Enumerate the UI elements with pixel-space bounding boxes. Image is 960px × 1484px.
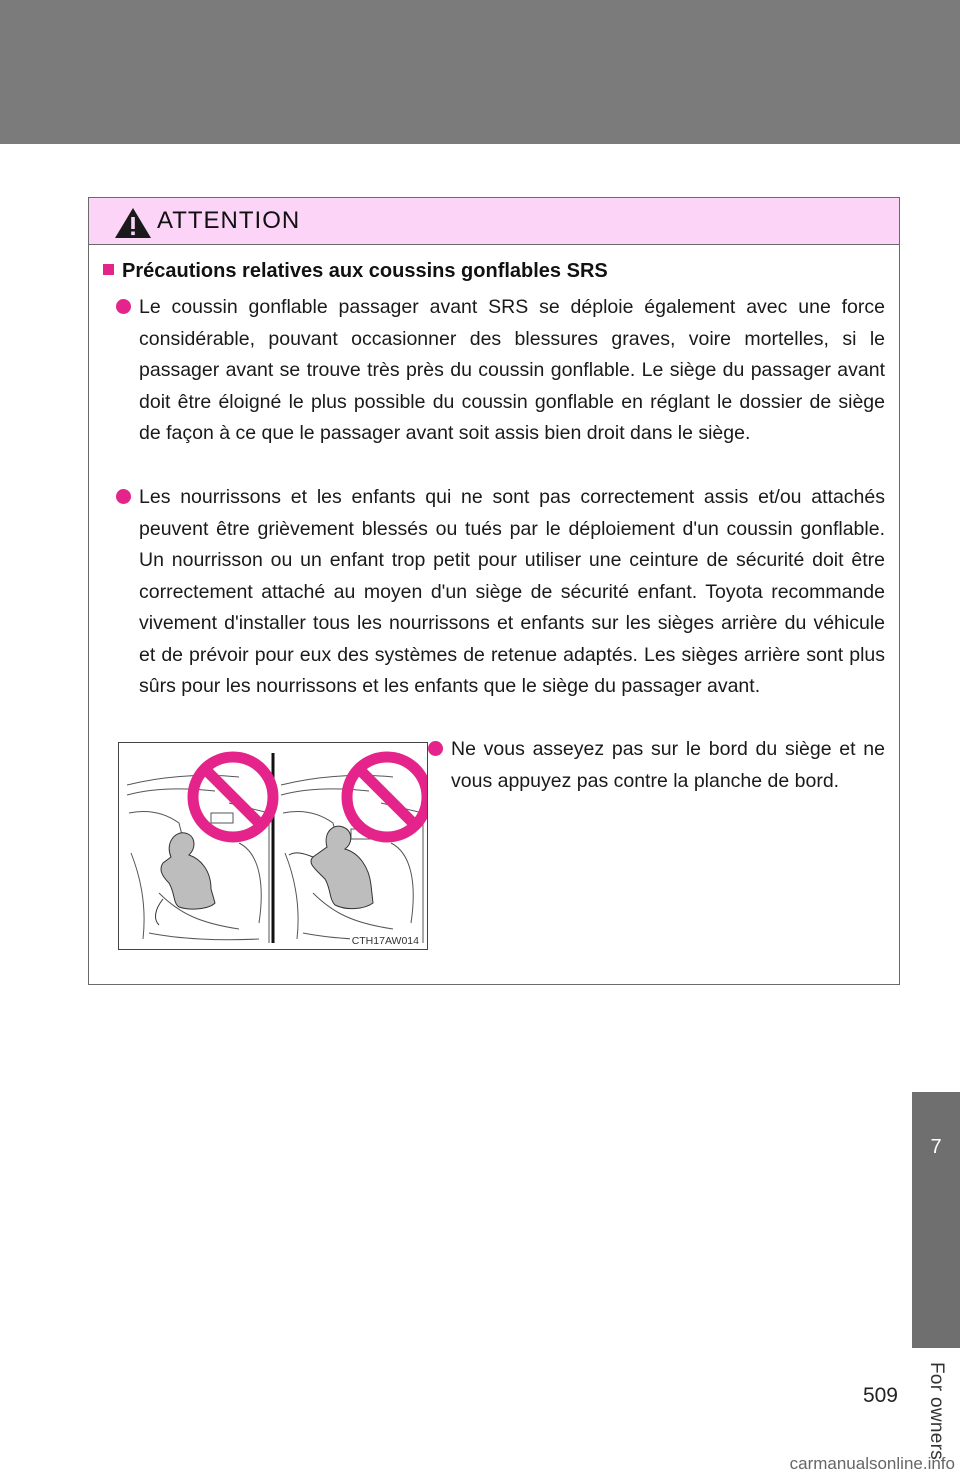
section-title-text: Précautions relatives aux coussins gonflables SRS	[122, 260, 608, 282]
chapter-label	[912, 1356, 960, 1466]
bullet-front-airbag	[117, 292, 885, 450]
illustration-code: CTH17AW014	[351, 935, 419, 947]
bullet-dot-icon	[116, 489, 131, 504]
bullet-seat-edge	[429, 734, 885, 797]
chapter-label-text: For owners	[926, 1361, 947, 1461]
bullet-children	[117, 482, 885, 703]
bullet-text: Les nourrissons et les enfants qui ne sont pas correctement assis et/ou attachés peuvent être grièvement blessés ou tués par le déploiement d'un coussin gonflable. Un nourrisson ou un enfant trop petit pour utiliser une ceinture de sécurité doit être correctement attaché au moyen d'un siège de sécurité enfant. Toyota recommande vivement d'installer tous les nourrissons et enfants sur les sièges arrière du véhicule et de prévoir pour eux des systèmes de retenue adaptés. Les sièges arrière sont plus sûrs pour les nourrissons et les enfants que le siège du passager avant.	[139, 486, 885, 697]
page-number: 509	[862, 1384, 898, 1407]
warning-title: ATTENTION	[157, 207, 301, 234]
prohibited-icon	[193, 757, 273, 837]
chapter-number: 7	[930, 1136, 942, 1158]
illustration-prohibited-postures	[118, 742, 428, 950]
bullet-text: Le coussin gonflable passager avant SRS se déploie également avec une force considérable, pouvant occasionner des blessures graves, voire mortelles, si le passager avant se trouve très près du coussin gonflable. Le siège du passager avant doit être éloigné le plus possible du coussin gonflable en réglant le dossier de siège de façon à ce que le passager avant soit assis bien droit dans le siège.	[139, 296, 885, 444]
warning-header	[89, 198, 899, 245]
chapter-tab	[912, 1092, 960, 1348]
warning-triangle-icon	[113, 206, 153, 240]
bullet-dot-icon	[116, 299, 131, 314]
illustration-drawing	[119, 743, 427, 949]
prohibited-icon	[347, 757, 427, 837]
section-square-icon	[103, 264, 114, 275]
top-header-band	[0, 0, 960, 144]
watermark: carmanualsonline.info	[789, 1454, 955, 1473]
warning-box	[88, 197, 900, 985]
bullet-dot-icon	[428, 741, 443, 756]
bullet-text: Ne vous asseyez pas sur le bord du siège et ne vous appuyez pas contre la planche de bord.	[451, 738, 885, 792]
section-title	[103, 260, 608, 283]
